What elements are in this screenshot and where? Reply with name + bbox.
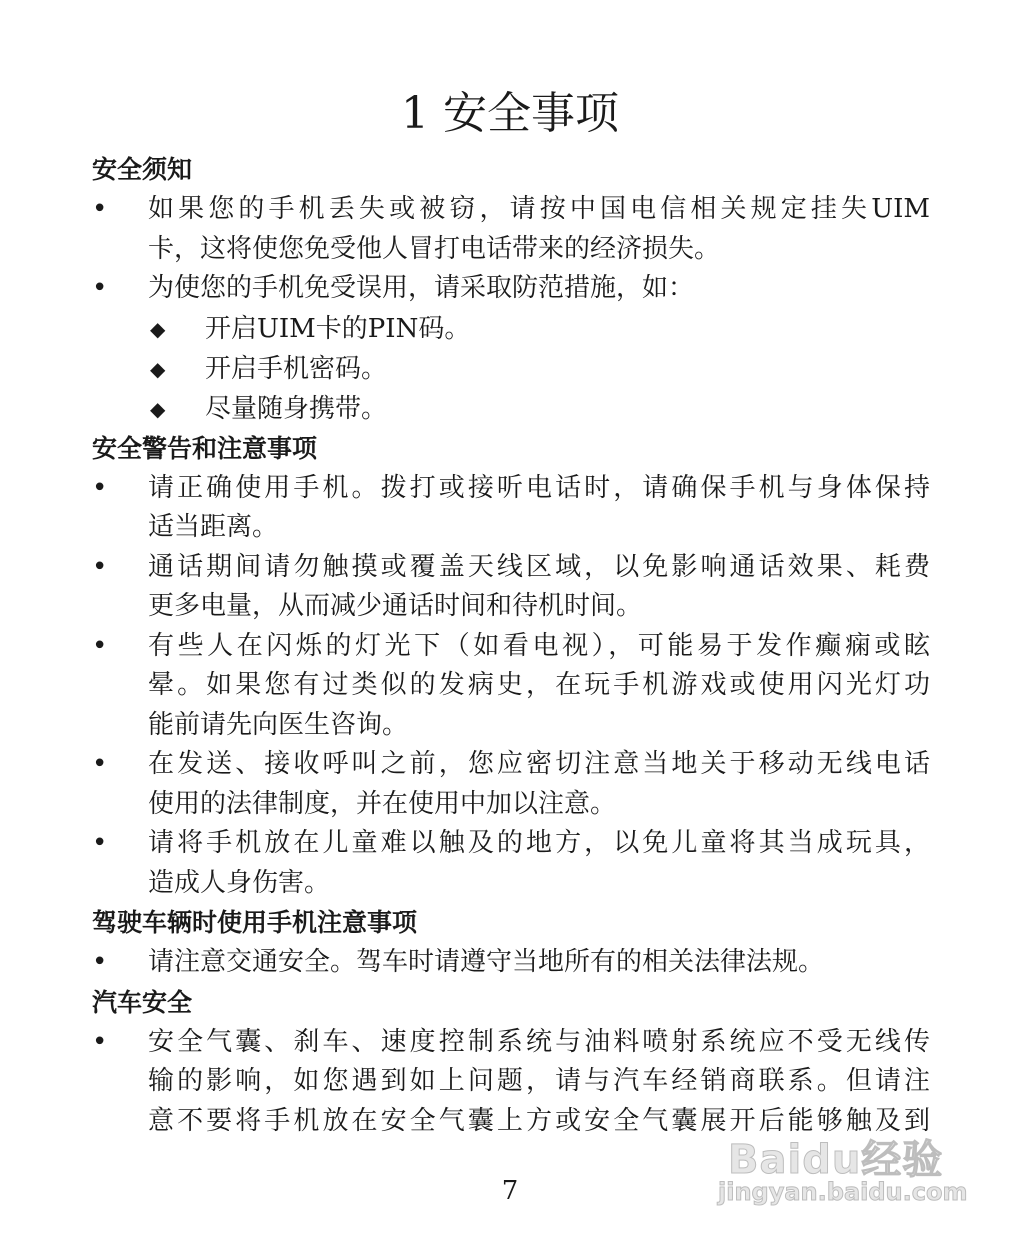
text-line: 为使您的手机免受误用，请采取防范措施，如： — [148, 273, 695, 303]
list-item — [92, 469, 932, 548]
list-item — [92, 1023, 932, 1142]
text-line: 请将手机放在儿童难以触及的地方，以免儿童将其当成玩具， — [148, 828, 930, 858]
text-line: 有些人在闪烁的灯光下（如看电视），可能易于发作癫痫或眩 — [148, 630, 930, 661]
sub-list-item — [92, 389, 932, 429]
section-heading: 驾驶车辆时使用手机注意事项 — [92, 908, 418, 937]
list-item — [92, 548, 932, 627]
list-item — [92, 943, 932, 983]
bullet-icon: • — [92, 273, 108, 303]
sub-item-text: 开启手机密码。 — [205, 353, 388, 384]
section-heading: 安全须知 — [92, 155, 193, 184]
diamond-icon: ◆ — [150, 316, 166, 341]
diamond-icon: ◆ — [150, 396, 166, 421]
text-line: 能前请先向医生咨询。 — [148, 709, 409, 740]
text-line: 造成人身伤害。 — [148, 867, 331, 898]
text-line: 安全气囊、刹车、速度控制系统与油料喷射系统应不受无线传 — [148, 1026, 930, 1057]
bullet-icon: • — [92, 194, 108, 224]
text-line: 适当距离。 — [148, 512, 279, 542]
text-line: 输的影响，如您遇到如上问题，请与汽车经销商联系。但请注 — [148, 1066, 930, 1096]
section-heading: 安全警告和注意事项 — [92, 433, 318, 463]
list-item — [92, 190, 932, 269]
section-heading: 汽车安全 — [92, 987, 193, 1017]
bullet-icon: • — [92, 472, 108, 503]
bullet-icon: • — [92, 630, 108, 661]
list-item — [92, 627, 932, 746]
text-line: 卡，这将使您免受他人冒打电话带来的经济损失。 — [148, 233, 721, 264]
bullet-icon: • — [92, 947, 108, 977]
text-line: 使用的法律制度，并在使用中加以注意。 — [148, 788, 617, 819]
text-line: 请注意交通安全。驾车时请遵守当地所有的相关法律法规。 — [148, 947, 825, 977]
watermark — [718, 1128, 968, 1206]
bullet-icon: • — [92, 749, 108, 779]
text-line: 意不要将手机放在安全气囊上方或安全气囊展开后能够触及到 — [148, 1105, 930, 1136]
text-line: 在发送、接收呼叫之前，您应密切注意当地关于移动无线电话 — [148, 749, 930, 779]
text-line: 更多电量，从而减少通话时间和待机时间。 — [148, 591, 643, 621]
text-line: 如果您的手机丢失或被窃，请按中国电信相关规定挂失UIM — [148, 194, 930, 224]
watermark-url: jingyan.baidu.com — [718, 1178, 968, 1206]
document-body — [92, 150, 932, 1141]
list-item — [92, 745, 932, 824]
sub-list-item — [92, 309, 932, 349]
text-line: 通话期间请勿触摸或覆盖天线区域，以免影响通话效果、耗费 — [148, 551, 930, 582]
list-item — [92, 269, 932, 309]
sub-item-text: 开启UIM卡的PIN码。 — [205, 313, 471, 344]
text-line: 请正确使用手机。拨打或接听电话时，请确保手机与身体保持 — [148, 472, 930, 503]
list-item — [92, 824, 932, 903]
page-title: 1 安全事项 — [401, 88, 619, 139]
bullet-icon: • — [92, 1026, 108, 1057]
text-line: 晕。如果您有过类似的发病史，在玩手机游戏或使用闪光灯功 — [148, 670, 930, 700]
sub-list-item — [92, 349, 932, 389]
watermark-logo: Baidu经验 — [728, 1137, 944, 1183]
page-number: 7 — [501, 1176, 519, 1206]
bullet-icon: • — [92, 551, 108, 582]
bullet-icon: • — [92, 828, 108, 858]
sub-item-text: 尽量随身携带。 — [205, 393, 388, 424]
diamond-icon: ◆ — [150, 356, 166, 381]
